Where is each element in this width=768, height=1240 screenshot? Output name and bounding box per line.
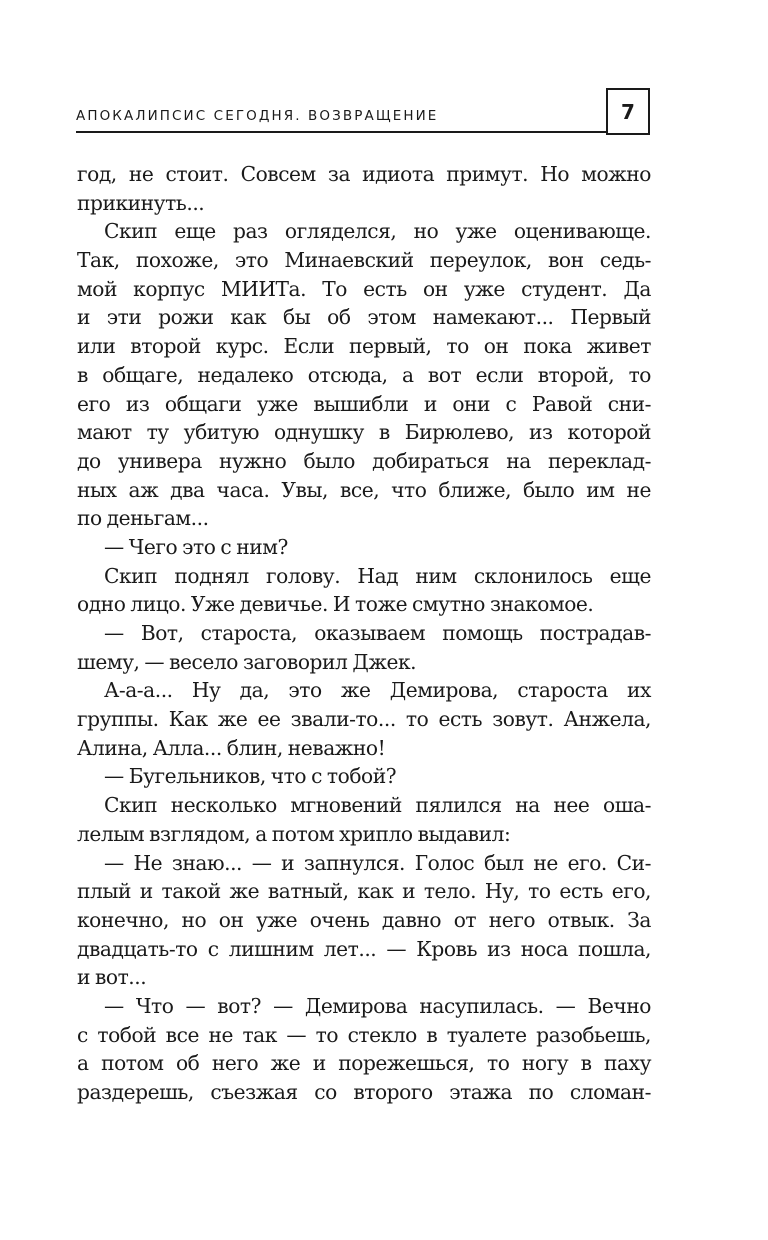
text-line: конечно, но он уже очень давно от него отвык. За bbox=[77, 907, 651, 932]
text-line: в общаге, недалеко отсюда, а вот если второй, то bbox=[77, 362, 651, 387]
text-line: мой корпус МИИТа. То есть он уже студент. Да bbox=[77, 276, 651, 301]
text-line: — Бугельников, что с тобой? bbox=[104, 764, 397, 789]
text-line: — Чего это с ним? bbox=[104, 534, 288, 559]
text-line: плый и такой же ватный, как и тело. Ну, то есть его, bbox=[77, 879, 651, 904]
text-line: Скип поднял голову. Над ним склонилось еще bbox=[104, 563, 651, 588]
text-line: год, не стоит. Совсем за идиота примут. Но можно bbox=[77, 162, 651, 186]
running-header bbox=[76, 88, 650, 134]
text-line: а потом об него же и порежешься, то ногу в паху bbox=[77, 1051, 651, 1076]
text-line: по деньгам... bbox=[77, 506, 209, 531]
text-line: мают ту убитую однушку в Бирюлево, из которой bbox=[77, 420, 651, 445]
text-line: Скип несколько мгновений пялился на нее оша- bbox=[104, 793, 651, 818]
text-line: или второй курс. Если первый, то он пока живет bbox=[77, 334, 651, 359]
page-number: 7 bbox=[606, 88, 650, 135]
text-line: с тобой все не так — то стекло в туалете разобьешь, bbox=[77, 1022, 651, 1047]
text-line: шему, — весело заговорил Джек. bbox=[77, 649, 417, 674]
text-line: — Вот, староста, оказываем помощь пострадав- bbox=[104, 621, 651, 645]
text-line: раздерешь, съезжая со второго этажа по сломан- bbox=[77, 1080, 651, 1104]
text-line: одно лицо. Уже девичье. И тоже смутно знакомое. bbox=[77, 592, 594, 617]
text-line: лелым взглядом, а потом хрипло выдавил: bbox=[77, 821, 511, 846]
running-title: АПОКАЛИПСИС СЕГОДНЯ. ВОЗВРАЩЕНИЕ bbox=[76, 108, 439, 124]
text-line: Так, похоже, это Минаевский переулок, вон седь- bbox=[77, 248, 651, 273]
header-rule bbox=[76, 131, 606, 133]
text-line: — Не знаю... — и запнулся. Голос был не его. Си- bbox=[104, 850, 651, 875]
text-line: группы. Как же ее звали-то... то есть зовут. Анжела, bbox=[77, 707, 651, 732]
text-line: его из общаги уже вышибли и они с Равой сни- bbox=[77, 391, 651, 416]
text-line: прикинуть... bbox=[77, 190, 205, 215]
text-line: до универа нужно было добираться на переклад- bbox=[77, 448, 651, 473]
text-line: двадцать-то с лишним лет... — Кровь из носа пошла, bbox=[77, 936, 651, 961]
text-line: Алина, Алла... блин, неважно! bbox=[77, 735, 386, 760]
text-line: Скип еще раз огляделся, но уже оценивающе. bbox=[104, 219, 651, 244]
text-line: и вот... bbox=[77, 965, 147, 990]
text-line: ных аж два часа. Увы, все, что ближе, было им не bbox=[77, 477, 651, 502]
text-line: и эти рожи как бы об этом намекают... Первый bbox=[77, 305, 651, 330]
text-line: А-а-а... Ну да, это же Демирова, староста их bbox=[104, 678, 651, 703]
text-line: — Что — вот? — Демирова насупилась. — Вечно bbox=[104, 993, 651, 1018]
body-text bbox=[77, 160, 651, 1107]
